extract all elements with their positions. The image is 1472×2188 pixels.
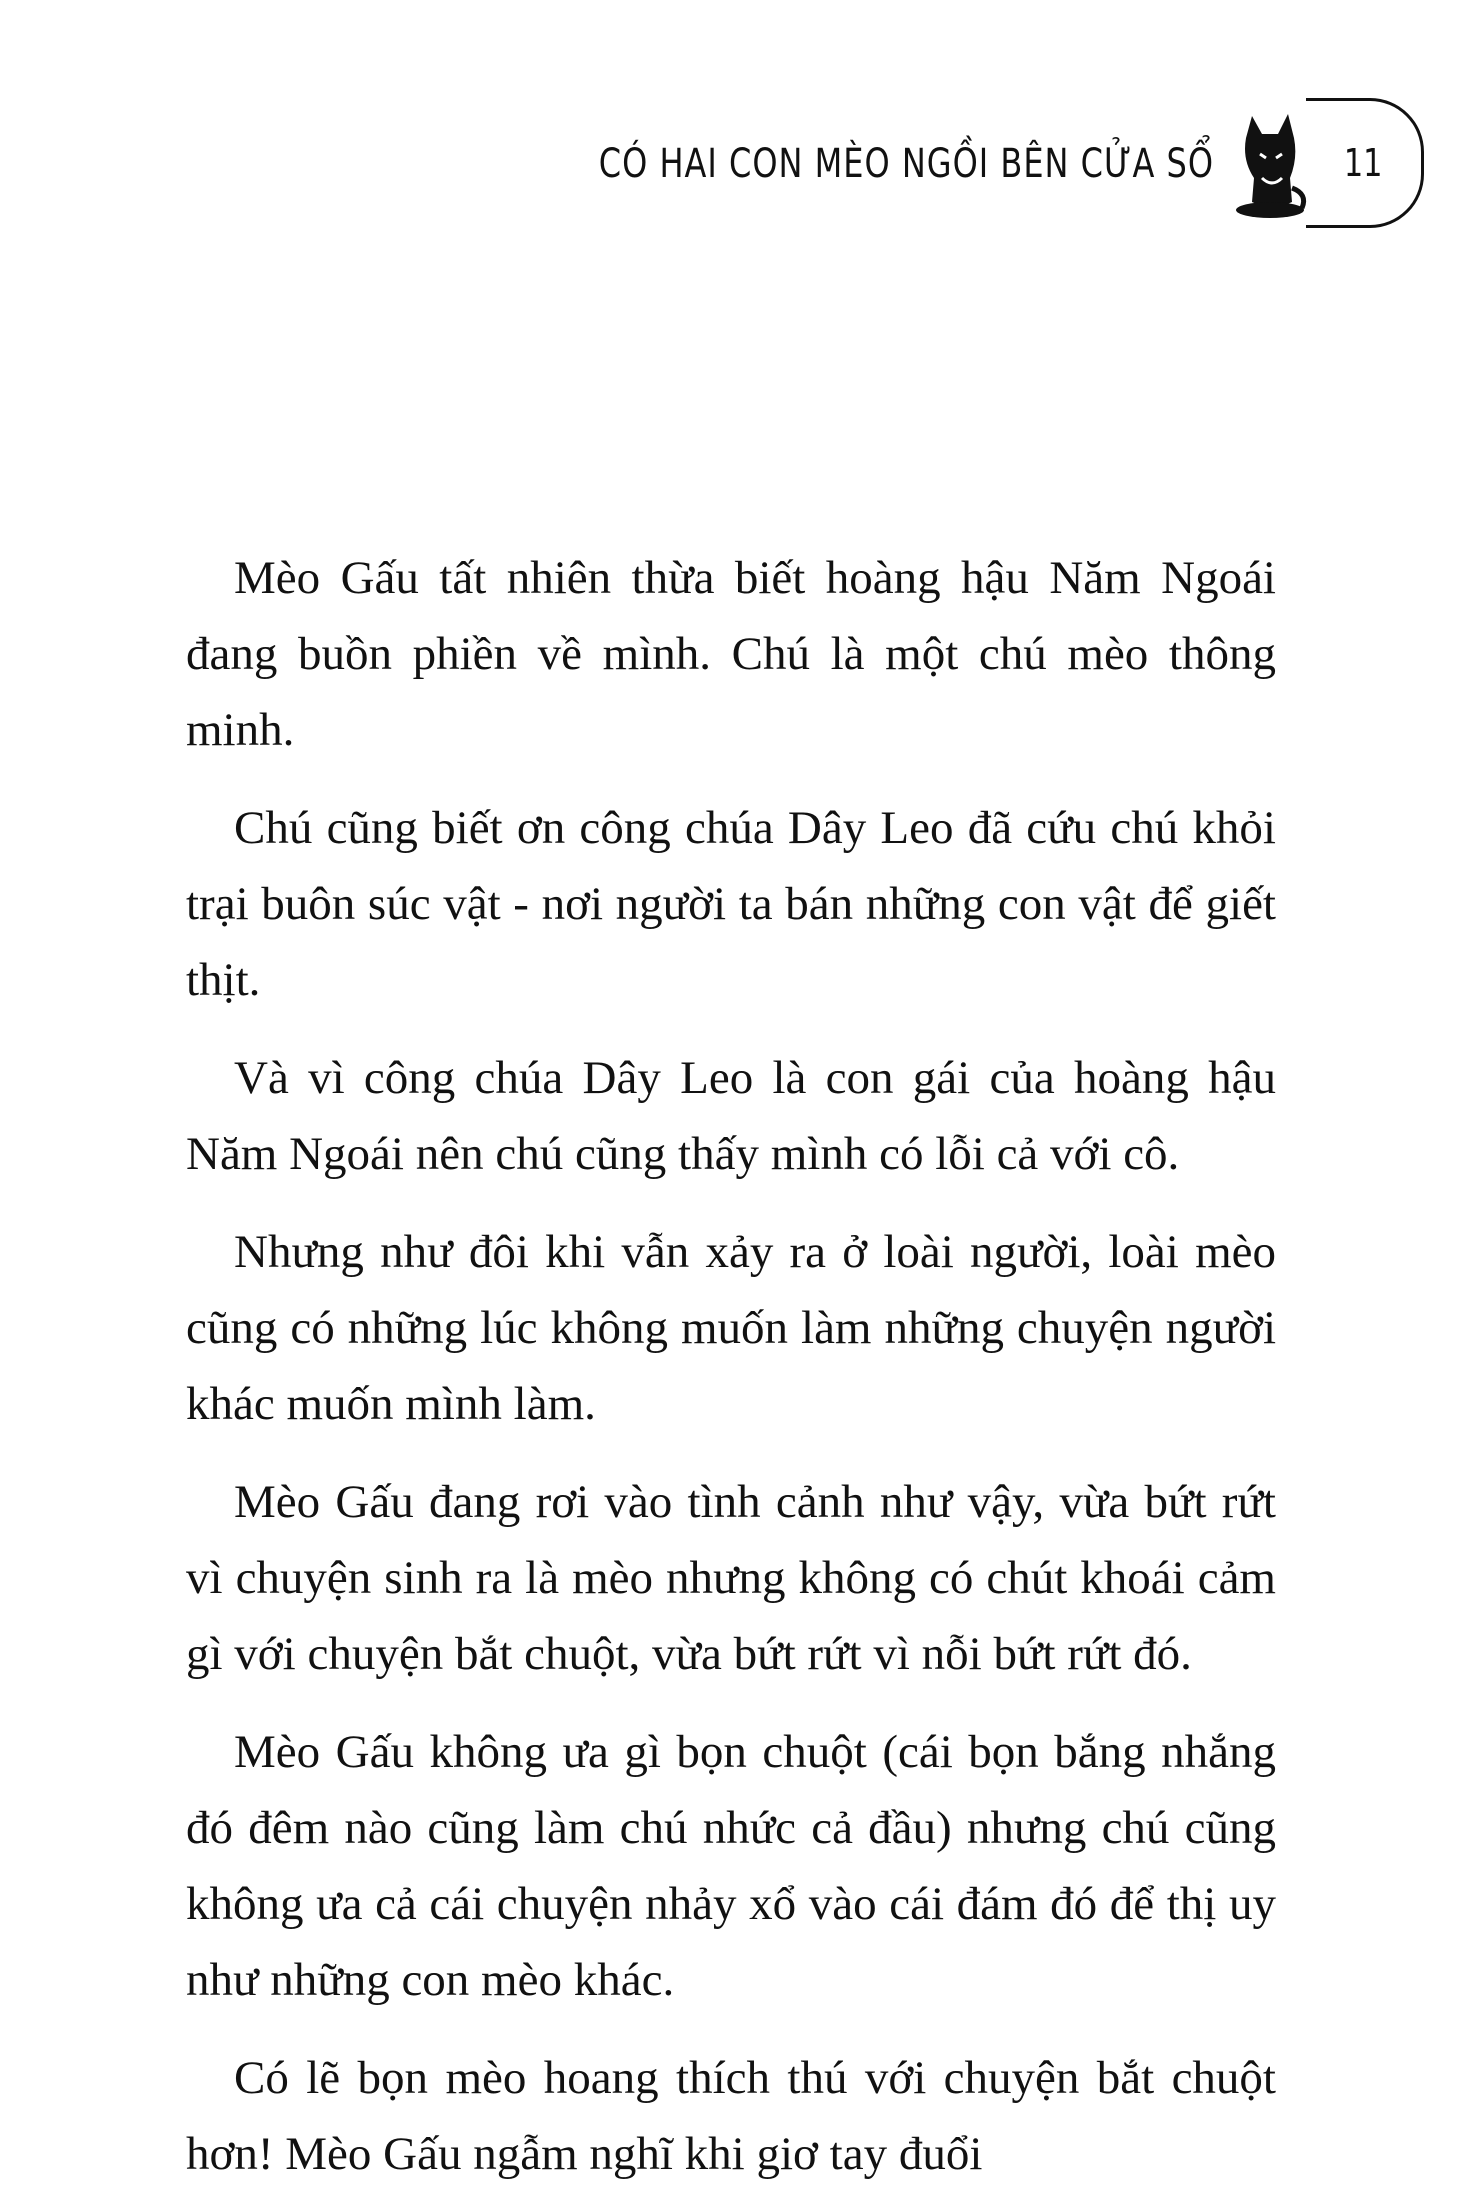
paragraph: Có lẽ bọn mèo hoang thích thú với chuyện bắt chuột hơn! Mèo Gấu ngẫm nghĩ khi giơ tay đuổi [186, 2052, 1276, 2180]
paragraph: Mèo Gấu không ưa gì bọn chuột (cái bọn bắng nhắng đó đêm nào cũng làm chú nhức cả đầu) nhưng chú cũng không ưa cả cái chuyện nhảy xổ vào cái đám đó để thị uy như những con mèo khác. [186, 1726, 1276, 2006]
running-title: CÓ HAI CON MÈO NGỒI BÊN CỬA SỔ [598, 139, 1214, 187]
paragraph: Mèo Gấu đang rơi vào tình cảnh như vậy, vừa bứt rứt vì chuyện sinh ra là mèo nhưng không có chút khoái cảm gì với chuyện bắt chuột, vừa bứt rứt vì nỗi bứt rứt đó. [186, 1476, 1276, 1680]
cat-silhouette-icon [1232, 98, 1312, 228]
body-text [186, 540, 1276, 2188]
running-header [599, 88, 1424, 238]
page-number: 11 [1344, 141, 1383, 185]
page-number-tab [1306, 98, 1424, 228]
paragraph: Mèo Gấu tất nhiên thừa biết hoàng hậu Năm Ngoái đang buồn phiền về mình. Chú là một chú mèo thông minh. [186, 552, 1276, 756]
paragraph: Nhưng như đôi khi vẫn xảy ra ở loài người, loài mèo cũng có những lúc không muốn làm những chuyện người khác muốn mình làm. [186, 1226, 1276, 1430]
paragraph: Và vì công chúa Dây Leo là con gái của hoàng hậu Năm Ngoái nên chú cũng thấy mình có lỗi cả với cô. [186, 1052, 1276, 1180]
paragraph: Chú cũng biết ơn công chúa Dây Leo đã cứu chú khỏi trại buôn súc vật - nơi người ta bán những con vật để giết thịt. [186, 802, 1276, 1006]
